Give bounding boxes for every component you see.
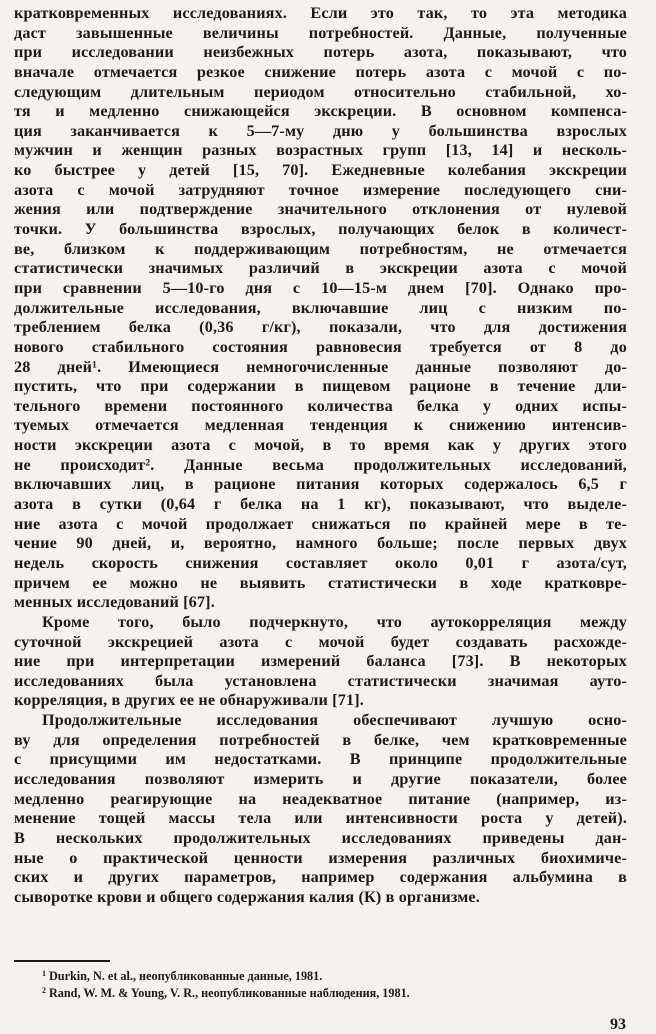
text-line: не происходит². Данные весьма продолжительных исследований, bbox=[14, 455, 627, 474]
text-line: менение тощей массы тела или интенсивности роста у детей). bbox=[14, 809, 627, 828]
text-line: азота в сутки (0,64 г белка на 1 кг), показывают, что выделе- bbox=[14, 495, 627, 514]
text-line: следующим длительным периодом относительно стабильной, хо- bbox=[14, 82, 627, 101]
text-line: причем ее можно не выявить статистически в ходе кратковре- bbox=[14, 573, 627, 592]
text-line: исследованиях была установлена статистически значимая ауто- bbox=[14, 671, 627, 690]
footnote-2 bbox=[42, 985, 602, 1002]
text-line: должительные исследования, включавшие лиц с низким по- bbox=[14, 298, 627, 317]
text-line: ние при интерпретации измерений баланса [73]. В некоторых bbox=[14, 652, 627, 671]
text-line: даст завышенные величины потребностей. Данные, полученные bbox=[14, 23, 627, 42]
text-line: треблением белка (0,36 г/кг), показали, что для достижения bbox=[14, 318, 627, 337]
text-line: ко быстрее у детей [15, 70]. Ежедневные колебания экскреции bbox=[14, 161, 627, 180]
text-line: корреляция, в других ее не обнаруживали [71]. bbox=[14, 691, 364, 710]
text-line: нового стабильного состояния равновесия требуется от 8 до bbox=[14, 337, 627, 356]
text-line: ских и других параметров, например содержания альбумина в bbox=[14, 868, 627, 887]
paragraph bbox=[14, 613, 627, 711]
text-line: туемых отмечается медленная тенденция к снижению интенсив- bbox=[14, 416, 627, 435]
text-line: статистически значимых различий в экскреции азота с мочой bbox=[14, 259, 627, 278]
document-body bbox=[14, 4, 627, 907]
text-line: кратковременных исследованиях. Если это так, то эта методика bbox=[14, 4, 627, 22]
text-line: суточной экскрецией азота с мочой будет создавать расхожде- bbox=[14, 632, 627, 651]
text-line: недель скорость снижения составляет около 0,01 г азота/сут, bbox=[14, 553, 627, 572]
footnotes bbox=[42, 968, 602, 1001]
text-line: В нескольких продолжительных исследованиях приведены дан- bbox=[14, 828, 627, 847]
paragraphs bbox=[14, 4, 627, 907]
footnote-mark: 2 bbox=[42, 985, 46, 995]
text-line: с присущими им недостатками. В принципе продолжительные bbox=[14, 750, 627, 769]
footnote-separator bbox=[14, 960, 110, 962]
text-line: при сравнении 5—10-го дня с 10—15-м днем [70]. Однако про- bbox=[14, 278, 627, 297]
text-line: ние азота с мочой продолжает снижаться по крайней мере в те- bbox=[14, 514, 627, 533]
text-line: исследования позволяют измерить и другие показатели, более bbox=[14, 769, 627, 788]
footnote-text: Durkin, N. et al., неопубликованные данные, 1981. bbox=[49, 969, 323, 983]
text-line: медленно реагирующие на неадекватное питание (например, из- bbox=[14, 789, 627, 808]
page-number: 93 bbox=[610, 1016, 626, 1033]
text-line: мужчин и женщин разных возрастных групп [13, 14] и несколь- bbox=[14, 141, 627, 160]
text-line: тя и медленно снижающейся экскреции. В основном компенса- bbox=[14, 102, 627, 121]
text-line: ве, близком к поддерживающим потребностям, не отмечается bbox=[14, 239, 627, 258]
text-line: тельного времени постоянного количества белка у одних испы- bbox=[14, 396, 627, 415]
text-line: ву для определения потребностей в белке, чем кратковременные bbox=[14, 730, 627, 749]
text-line: пустить, что при содержании в пищевом рационе в течение дли- bbox=[14, 377, 627, 396]
footnote-text: Rand, W. M. & Young, V. R., неопубликованные наблюдения, 1981. bbox=[49, 985, 410, 1000]
text-line: вначале отмечается резкое снижение потерь азота с мочой с по- bbox=[14, 62, 627, 81]
paragraph bbox=[14, 4, 627, 613]
text-line: азота с мочой затрудняют точное измерение последующего сни- bbox=[14, 180, 627, 199]
text-line: сыворотке крови и общего содержания калия (К) в организме. bbox=[14, 887, 480, 906]
footnote-1 bbox=[42, 968, 602, 985]
text-line: точки. У большинства взрослых, получающих белок в количест- bbox=[14, 220, 627, 239]
footnote-mark: 1 bbox=[42, 969, 46, 978]
text-line: ности экскреции азота с мочой, в то время как у других этого bbox=[14, 436, 627, 455]
text-line: чение 90 дней, и, вероятно, намного больше; после первых двух bbox=[14, 534, 627, 553]
text-line: 28 дней¹. Имеющиеся немногочисленные данные позволяют до- bbox=[14, 357, 627, 376]
text-line: Продолжительные исследования обеспечивают лучшую осно- bbox=[42, 711, 627, 730]
text-line: менных исследований [67]. bbox=[14, 593, 215, 612]
text-line: при исследовании неизбежных потерь азота, показывают, что bbox=[14, 43, 627, 62]
text-line: ция заканчивается к 5—7-му дню у большинства взрослых bbox=[14, 121, 627, 140]
paragraph bbox=[14, 711, 627, 907]
text-line: включавших лиц, в рационе питания которых содержалось 6,5 г bbox=[14, 475, 627, 494]
text-line: жения или подтверждение значительного отклонения от нулевой bbox=[14, 200, 627, 219]
text-line: Кроме того, было подчеркнуто, что аутокорреляция между bbox=[42, 612, 627, 631]
text-line: ные о практической ценности измерения различных биохимиче- bbox=[14, 848, 627, 867]
